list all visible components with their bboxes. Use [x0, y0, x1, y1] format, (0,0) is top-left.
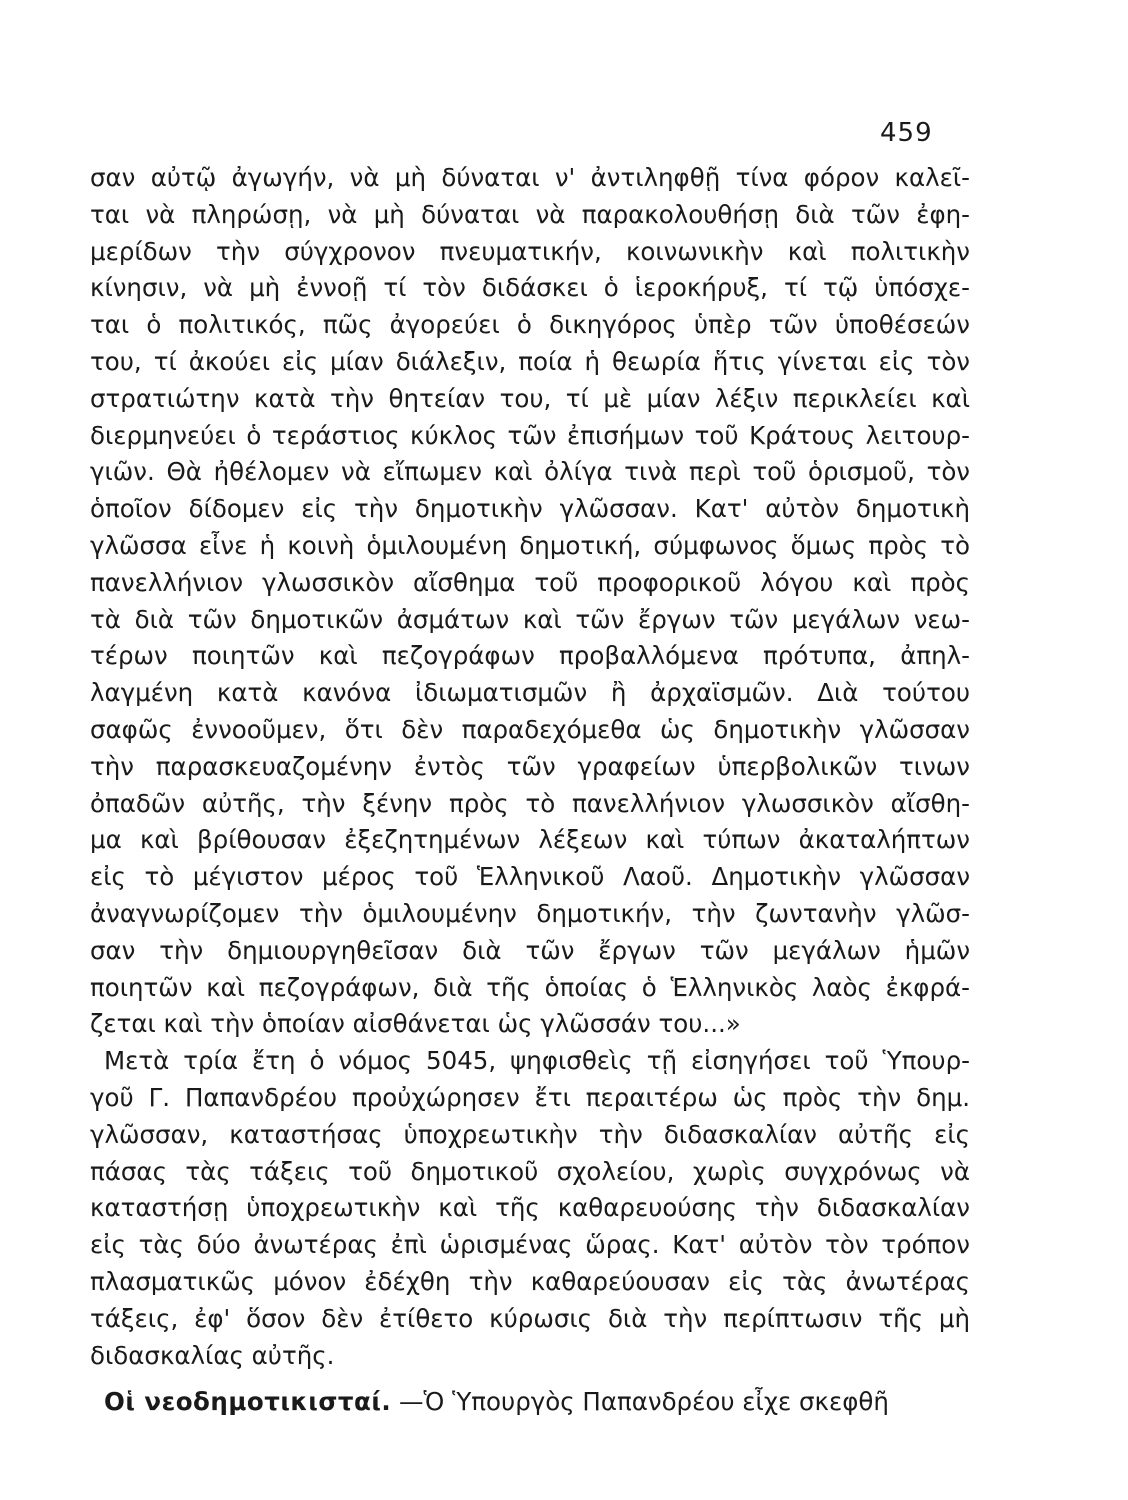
quote-line: ται ὁ πολιτικός, πῶς ἀγορεύει ὁ δικηγόρος ὑπὲρ τῶν ὑποθέσεών: [90, 310, 970, 340]
quote-line: λαγμένη κατὰ κανόνα ἰδιωματισμῶν ἢ ἀρχαϊσμῶν. Διὰ τούτου: [90, 678, 970, 708]
paragraph-line: πλασματικῶς μόνον ἐδέχθη τὴν καθαρεύουσαν εἰς τὰς ἀνωτέρας: [90, 1266, 970, 1296]
quote-line: κίνησιν, νὰ μὴ ἐννοῇ τί τὸν διδάσκει ὁ ἱεροκήρυξ, τί τῷ ὑπόσχε-: [90, 273, 970, 303]
quote-line: γιῶν. Θὰ ἠθέλομεν νὰ εἴπωμεν καὶ ὀλίγα τινὰ περὶ τοῦ ὁρισμοῦ, τὸν: [90, 457, 970, 487]
quote-line: διερμηνεύει ὁ τεράστιος κύκλος τῶν ἐπισήμων τοῦ Κράτους λειτουρ-: [90, 420, 970, 450]
paragraph-line: πάσας τὰς τάξεις τοῦ δημοτικοῦ σχολείου, χωρὶς συγχρόνως νὰ: [90, 1156, 970, 1186]
quote-line: του, τί ἀκούει εἰς μίαν διάλεξιν, ποία ἡ θεωρία ἥτις γίνεται εἰς τὸν: [90, 346, 970, 376]
quote-line: ται νὰ πληρώσῃ, νὰ μὴ δύναται νὰ παρακολουθήσῃ διὰ τῶν ἐφη-: [90, 199, 970, 229]
quote-line: ὀπαδῶν αὐτῆς, τὴν ξένην πρὸς τὸ πανελλήνιον γλωσσικὸν αἴσθη-: [90, 788, 970, 818]
quote-block: [90, 160, 970, 1043]
quote-line: μα καὶ βρίθουσαν ἐξεζητημένων λέξεων καὶ τύπων ἀκαταλήπτων: [90, 825, 970, 855]
quote-line: ποιητῶν καὶ πεζογράφων, διὰ τῆς ὁποίας ὁ Ἑλληνικὸς λαὸς ἐκφρά-: [90, 972, 970, 1002]
quote-line: σαν τὴν δημιουργηθεῖσαν διὰ τῶν ἔργων τῶν μεγάλων ἡμῶν: [90, 935, 970, 965]
quote-line: πανελλήνιον γλωσσικὸν αἴσθημα τοῦ προφορικοῦ λόγου καὶ πρὸς: [90, 567, 970, 597]
quote-line: εἰς τὸ μέγιστον μέρος τοῦ Ἑλληνικοῦ Λαοῦ. Δημοτικὴν γλῶσσαν: [90, 862, 970, 892]
quote-line: ὁποῖον δίδομεν εἰς τὴν δημοτικὴν γλῶσσαν. Κατ' αὐτὸν δημοτικὴ: [90, 494, 970, 524]
paragraph-line: γοῦ Γ. Παπανδρέου προὐχώρησεν ἔτι περαιτέρω ὡς πρὸς τὴν δημ.: [90, 1082, 970, 1112]
quote-line: ζεται καὶ τὴν ὁποίαν αἰσθάνεται ὡς γλῶσσάν του...»: [90, 1009, 741, 1039]
quote-line: τὰ διὰ τῶν δημοτικῶν ἀσμάτων καὶ τῶν ἔργων τῶν μεγάλων νεω-: [90, 604, 970, 634]
quote-line: γλῶσσα εἶνε ἡ κοινὴ ὁμιλουμένη δημοτική, σύμφωνος ὅμως πρὸς τὸ: [90, 530, 970, 560]
page-number: 459: [880, 118, 933, 148]
paragraph-line: γλῶσσαν, καταστήσας ὑποχρεωτικὴν τὴν διδασκαλίαν αὐτῆς εἰς: [90, 1119, 970, 1149]
paragraph-line: διδασκαλίας αὐτῆς.: [90, 1340, 335, 1370]
paragraph-line: καταστήσῃ ὑποχρεωτικὴν καὶ τῆς καθαρευούσης τὴν διδασκαλίαν: [90, 1193, 970, 1223]
section-start: [90, 1384, 970, 1421]
paragraph: [90, 1043, 970, 1374]
section-text: —Ὁ Ὑπουργὸς Παπανδρέου εἶχε σκεφθῆ: [391, 1387, 889, 1417]
quote-line: ἀναγνωρίζομεν τὴν ὁμιλουμένην δημοτικήν, τὴν ζωντανὴν γλῶσ-: [90, 898, 970, 928]
quote-line: στρατιώτην κατὰ τὴν θητείαν του, τί μὲ μίαν λέξιν περικλείει καὶ: [90, 383, 970, 413]
quote-line: σαν αὐτῷ ἀγωγήν, νὰ μὴ δύναται ν' ἀντιληφθῇ τίνα φόρον καλεῖ-: [90, 163, 970, 192]
quote-line: τέρων ποιητῶν καὶ πεζογράφων προβαλλόμενα πρότυπα, ἀπηλ-: [90, 641, 970, 671]
paragraph-line: τάξεις, ἐφ' ὅσον δὲν ἐτίθετο κύρωσις διὰ τὴν περίπτωσιν τῆς μὴ: [90, 1303, 970, 1333]
quote-line: μερίδων τὴν σύγχρονον πνευματικήν, κοινωνικὴν καὶ πολιτικὴν: [90, 236, 970, 266]
quote-line: σαφῶς ἐννοοῦμεν, ὅτι δὲν παραδεχόμεθα ὡς δημοτικὴν γλῶσσαν: [90, 714, 970, 744]
paragraph-line: Μετὰ τρία ἔτη ὁ νόμος 5045, ψηφισθεὶς τῇ εἰσηγήσει τοῦ Ὑπουρ-: [104, 1046, 970, 1076]
text-block: [90, 160, 970, 1421]
section-heading: Οἱ νεοδημοτικισταί.: [104, 1387, 392, 1417]
paragraph-line: εἰς τὰς δύο ἀνωτέρας ἐπὶ ὡρισμένας ὥρας. Κατ' αὐτὸν τὸν τρόπον: [90, 1230, 970, 1260]
quote-line: τὴν παρασκευαζομένην ἐντὸς τῶν γραφείων ὑπερβολικῶν τινων: [90, 751, 970, 781]
